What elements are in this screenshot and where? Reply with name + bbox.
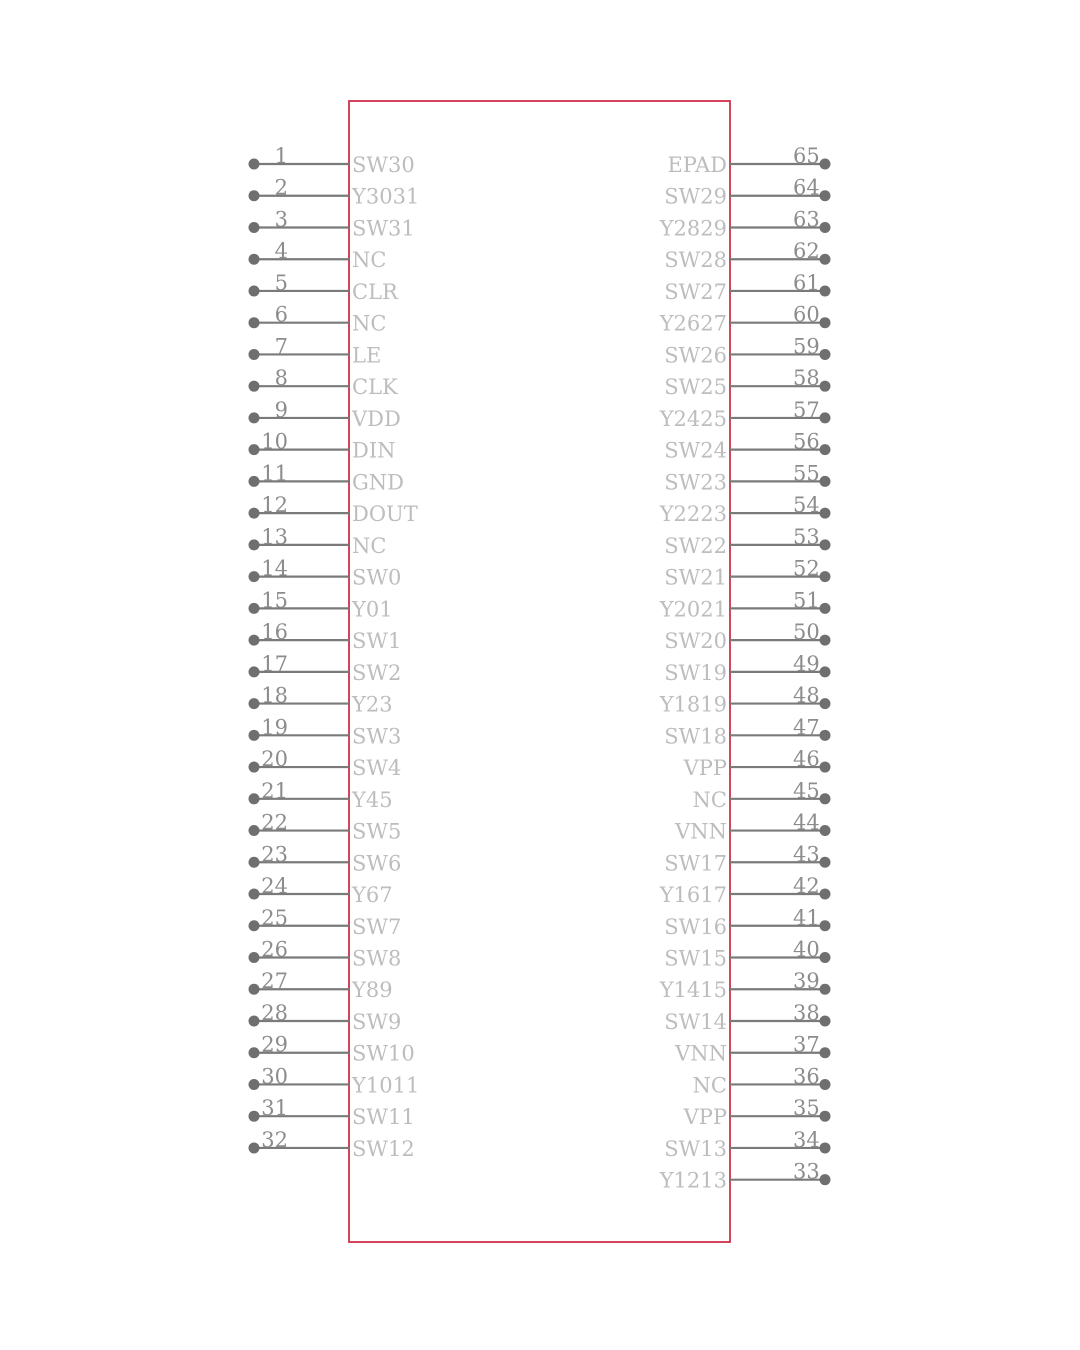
pin-name: SW1 (352, 629, 402, 654)
pin-name: NC (352, 533, 387, 558)
pin-32 (249, 1128, 415, 1161)
pin-endpoint-dot (820, 635, 831, 646)
pin-number: 20 (261, 747, 288, 772)
pin-64 (664, 176, 830, 209)
pin-number: 64 (793, 175, 820, 200)
pin-number: 51 (793, 588, 820, 613)
pin-number: 38 (793, 1000, 820, 1025)
pin-number: 60 (793, 302, 820, 327)
pin-59 (664, 334, 830, 367)
pin-name: SW26 (664, 343, 727, 368)
pin-number: 61 (793, 270, 820, 295)
pin-20 (249, 747, 402, 780)
pin-54 (659, 493, 831, 526)
pin-33 (659, 1160, 831, 1193)
pin-51 (659, 588, 831, 621)
pin-name: Y2829 (659, 216, 727, 241)
pin-52 (664, 557, 830, 590)
pin-name: VPP (683, 1105, 727, 1130)
pin-endpoint-dot (820, 190, 831, 201)
pin-name: SW30 (352, 153, 415, 177)
pin-name: SW0 (352, 565, 402, 590)
pin-endpoint-dot (820, 254, 831, 265)
pin-name: SW19 (664, 660, 727, 685)
pin-number: 22 (261, 810, 288, 835)
pin-name: SW10 (352, 1041, 415, 1066)
pin-name: SW22 (664, 533, 727, 558)
pin-endpoint-dot (820, 1142, 831, 1153)
pin-number: 31 (261, 1096, 288, 1121)
pin-11 (249, 461, 405, 494)
pin-61 (664, 271, 830, 304)
pin-endpoint-dot (249, 984, 260, 995)
pin-name: DIN (352, 438, 396, 463)
pin-endpoint-dot (820, 1174, 831, 1185)
pin-endpoint-dot (249, 381, 260, 392)
pin-number: 56 (793, 429, 820, 454)
pin-endpoint-dot (820, 222, 831, 233)
right-pin-group (659, 144, 831, 1193)
pin-number: 18 (261, 683, 288, 708)
pin-endpoint-dot (249, 730, 260, 741)
pin-44 (674, 811, 830, 844)
pin-endpoint-dot (249, 159, 260, 170)
pin-26 (249, 938, 402, 971)
pin-number: 14 (261, 556, 288, 581)
pin-number: 34 (793, 1127, 820, 1152)
pin-number: 3 (274, 207, 288, 232)
pin-name: CLR (352, 279, 398, 304)
pin-49 (664, 652, 830, 685)
pin-number: 8 (274, 366, 288, 391)
pin-name: Y45 (352, 787, 393, 812)
pin-name: SW6 (352, 851, 402, 876)
pin-name: NC (692, 787, 727, 812)
pin-25 (249, 906, 402, 939)
pin-name: Y89 (352, 978, 393, 1003)
pin-62 (664, 239, 830, 272)
pin-number: 23 (261, 842, 288, 867)
pin-1 (249, 144, 415, 177)
pin-number: 26 (261, 937, 288, 962)
pin-name: Y1011 (352, 1073, 420, 1098)
pin-number: 58 (793, 366, 820, 391)
pin-number: 25 (261, 905, 288, 930)
pin-endpoint-dot (820, 984, 831, 995)
pin-number: 10 (261, 429, 288, 454)
pin-number: 35 (793, 1096, 820, 1121)
pin-endpoint-dot (249, 317, 260, 328)
pin-number: 57 (793, 397, 820, 422)
pin-35 (683, 1096, 831, 1129)
pin-number: 32 (261, 1127, 288, 1152)
pin-28 (249, 1001, 402, 1034)
pin-19 (249, 715, 402, 748)
pin-endpoint-dot (820, 476, 831, 487)
pin-name: DOUT (352, 502, 418, 527)
pin-number: 2 (274, 175, 288, 200)
pin-number: 30 (261, 1064, 288, 1089)
pin-endpoint-dot (820, 571, 831, 582)
pin-number: 13 (261, 524, 288, 549)
pin-name: Y2627 (659, 311, 727, 336)
pin-name: SW13 (664, 1136, 727, 1161)
pin-number: 4 (274, 239, 288, 264)
pin-endpoint-dot (820, 285, 831, 296)
pin-endpoint-dot (820, 1015, 831, 1026)
pin-number: 27 (261, 969, 288, 994)
pin-number: 15 (261, 588, 288, 613)
pin-endpoint-dot (249, 889, 260, 900)
pin-53 (664, 525, 830, 558)
pin-name: Y2425 (659, 406, 727, 431)
pin-46 (683, 747, 831, 780)
pin-name: SW11 (352, 1105, 415, 1130)
pin-name: Y1415 (659, 978, 727, 1003)
pin-endpoint-dot (249, 444, 260, 455)
pin-3 (249, 207, 415, 240)
pin-number: 53 (793, 524, 820, 549)
pin-name: SW20 (664, 629, 727, 654)
pin-endpoint-dot (249, 825, 260, 836)
pin-name: EPAD (667, 153, 727, 177)
pin-endpoint-dot (820, 317, 831, 328)
pin-number: 47 (793, 715, 820, 740)
pin-8 (249, 366, 399, 399)
pin-number: 49 (793, 651, 820, 676)
pin-name: Y01 (352, 597, 393, 622)
pin-name: SW18 (664, 724, 727, 749)
pin-endpoint-dot (820, 159, 831, 170)
pin-number: 40 (793, 937, 820, 962)
pin-name: Y2223 (659, 502, 727, 527)
pin-endpoint-dot (249, 1142, 260, 1153)
pin-30 (249, 1064, 420, 1097)
pin-number: 50 (793, 620, 820, 645)
pin-number: 29 (261, 1032, 288, 1057)
pin-endpoint-dot (249, 571, 260, 582)
pin-number: 54 (793, 493, 820, 518)
pin-name: SW3 (352, 724, 402, 749)
pin-63 (659, 207, 831, 240)
pin-number: 52 (793, 556, 820, 581)
pin-57 (659, 398, 831, 431)
pin-endpoint-dot (820, 889, 831, 900)
pin-name: VNN (675, 819, 727, 844)
pin-65 (667, 144, 830, 177)
pin-endpoint-dot (820, 508, 831, 519)
pin-endpoint-dot (249, 539, 260, 550)
pin-name: SW12 (352, 1136, 415, 1161)
pin-31 (249, 1096, 415, 1129)
pin-name: SW15 (664, 946, 727, 971)
pin-58 (664, 366, 830, 399)
pin-endpoint-dot (249, 1111, 260, 1122)
pin-60 (659, 303, 831, 336)
pin-endpoint-dot (820, 381, 831, 392)
pin-37 (674, 1033, 830, 1066)
pin-name: NC (692, 1073, 727, 1098)
pin-number: 19 (261, 715, 288, 740)
pin-endpoint-dot (820, 698, 831, 709)
pin-name: SW27 (664, 279, 727, 304)
pin-number: 7 (274, 334, 288, 359)
pin-endpoint-dot (249, 349, 260, 360)
pin-27 (249, 969, 393, 1002)
pin-endpoint-dot (249, 222, 260, 233)
pin-name: NC (352, 248, 387, 273)
pin-endpoint-dot (820, 1047, 831, 1058)
pin-4 (249, 239, 387, 272)
pin-name: SW16 (664, 914, 727, 939)
pin-name: Y1819 (659, 692, 727, 717)
pin-number: 39 (793, 969, 820, 994)
pin-number: 65 (793, 144, 820, 168)
pin-endpoint-dot (820, 412, 831, 423)
pin-number: 59 (793, 334, 820, 359)
pin-34 (664, 1128, 830, 1161)
pin-name: SW8 (352, 946, 402, 971)
pin-name: VDD (352, 406, 401, 431)
pin-number: 28 (261, 1000, 288, 1025)
pin-endpoint-dot (249, 476, 260, 487)
pin-endpoint-dot (249, 190, 260, 201)
pin-7 (249, 334, 382, 367)
pin-21 (249, 779, 393, 812)
pin-name: CLK (352, 375, 398, 400)
pin-56 (664, 430, 830, 463)
pin-name: SW24 (664, 438, 727, 463)
pin-endpoint-dot (820, 952, 831, 963)
pin-9 (249, 398, 401, 431)
pin-endpoint-dot (820, 1111, 831, 1122)
pin-number: 36 (793, 1064, 820, 1089)
pin-name: SW17 (664, 851, 727, 876)
pin-number: 55 (793, 461, 820, 486)
pin-name: LE (352, 343, 382, 368)
pin-5 (249, 271, 400, 304)
pin-13 (249, 525, 387, 558)
pin-name: SW7 (352, 914, 402, 939)
pin-endpoint-dot (820, 1079, 831, 1090)
pin-41 (664, 906, 830, 939)
pin-47 (664, 715, 830, 748)
pin-22 (249, 811, 402, 844)
pin-endpoint-dot (820, 825, 831, 836)
pin-48 (659, 684, 831, 717)
pin-number: 11 (261, 461, 288, 486)
pin-name: SW14 (664, 1009, 727, 1034)
pin-endpoint-dot (820, 539, 831, 550)
pin-number: 45 (793, 778, 820, 803)
pin-name: Y67 (352, 883, 393, 908)
pin-name: SW28 (664, 248, 727, 273)
pin-12 (249, 493, 418, 526)
pin-name: GND (352, 470, 404, 495)
pin-18 (249, 684, 393, 717)
pin-number: 42 (793, 874, 820, 899)
pin-number: 9 (274, 397, 288, 422)
pin-name: SW9 (352, 1009, 402, 1034)
pin-endpoint-dot (820, 793, 831, 804)
pin-45 (693, 779, 831, 812)
pin-6 (249, 303, 387, 336)
pin-55 (664, 461, 830, 494)
pin-endpoint-dot (249, 698, 260, 709)
pin-endpoint-dot (249, 857, 260, 868)
pin-number: 16 (261, 620, 288, 645)
pin-36 (693, 1064, 831, 1097)
pin-name: SW25 (664, 375, 727, 400)
pin-name: SW29 (664, 184, 727, 209)
pin-24 (249, 874, 393, 907)
pin-name: NC (352, 311, 387, 336)
pin-number: 48 (793, 683, 820, 708)
pin-2 (249, 176, 420, 209)
pin-number: 44 (793, 810, 820, 835)
pin-number: 63 (793, 207, 820, 232)
pin-endpoint-dot (249, 603, 260, 614)
pin-name: SW21 (664, 565, 727, 590)
pin-29 (249, 1033, 415, 1066)
pin-name: Y23 (352, 692, 393, 717)
pin-23 (249, 842, 402, 875)
pin-number: 62 (793, 239, 820, 264)
pin-40 (664, 938, 830, 971)
pin-endpoint-dot (820, 603, 831, 614)
pin-endpoint-dot (249, 1047, 260, 1058)
pin-name: Y3031 (352, 184, 420, 209)
pin-43 (664, 842, 830, 875)
left-pin-group (249, 144, 420, 1161)
pin-endpoint-dot (249, 666, 260, 677)
pin-number: 6 (274, 302, 288, 327)
pin-endpoint-dot (249, 762, 260, 773)
pin-42 (659, 874, 831, 907)
pin-10 (249, 430, 396, 463)
pin-50 (664, 620, 830, 653)
pin-endpoint-dot (249, 920, 260, 931)
pin-endpoint-dot (249, 508, 260, 519)
pin-number: 37 (793, 1032, 820, 1057)
pin-name: VNN (675, 1041, 727, 1066)
pin-name: Y1213 (659, 1168, 727, 1193)
pin-name: SW31 (352, 216, 415, 241)
pin-name: SW2 (352, 660, 402, 685)
pin-endpoint-dot (820, 349, 831, 360)
pin-name: Y2021 (659, 597, 727, 622)
pin-16 (249, 620, 402, 653)
pin-name: SW23 (664, 470, 727, 495)
pin-number: 17 (261, 651, 288, 676)
pin-endpoint-dot (249, 1015, 260, 1026)
pin-endpoint-dot (820, 857, 831, 868)
pin-number: 41 (793, 905, 820, 930)
pin-name: SW4 (352, 756, 402, 781)
pin-endpoint-dot (820, 762, 831, 773)
pin-endpoint-dot (820, 730, 831, 741)
pin-endpoint-dot (820, 920, 831, 931)
pin-39 (659, 969, 831, 1002)
pin-name: VPP (683, 756, 727, 781)
pin-endpoint-dot (820, 666, 831, 677)
pin-number: 43 (793, 842, 820, 867)
pin-number: 1 (274, 144, 288, 168)
pin-38 (664, 1001, 830, 1034)
pin-number: 46 (793, 747, 820, 772)
pin-endpoint-dot (249, 793, 260, 804)
pin-name: SW5 (352, 819, 402, 844)
pin-17 (249, 652, 402, 685)
pin-endpoint-dot (249, 1079, 260, 1090)
pin-endpoint-dot (249, 952, 260, 963)
pin-endpoint-dot (249, 285, 260, 296)
pin-14 (249, 557, 402, 590)
pin-endpoint-dot (249, 635, 260, 646)
pin-endpoint-dot (249, 254, 260, 265)
pin-number: 21 (261, 778, 288, 803)
pin-endpoint-dot (249, 412, 260, 423)
pin-name: Y1617 (659, 883, 727, 908)
pin-15 (249, 588, 393, 621)
pin-number: 24 (261, 874, 288, 899)
pin-number: 5 (274, 270, 288, 295)
pin-number: 33 (793, 1159, 820, 1184)
pin-endpoint-dot (820, 444, 831, 455)
pin-number: 12 (261, 493, 288, 518)
